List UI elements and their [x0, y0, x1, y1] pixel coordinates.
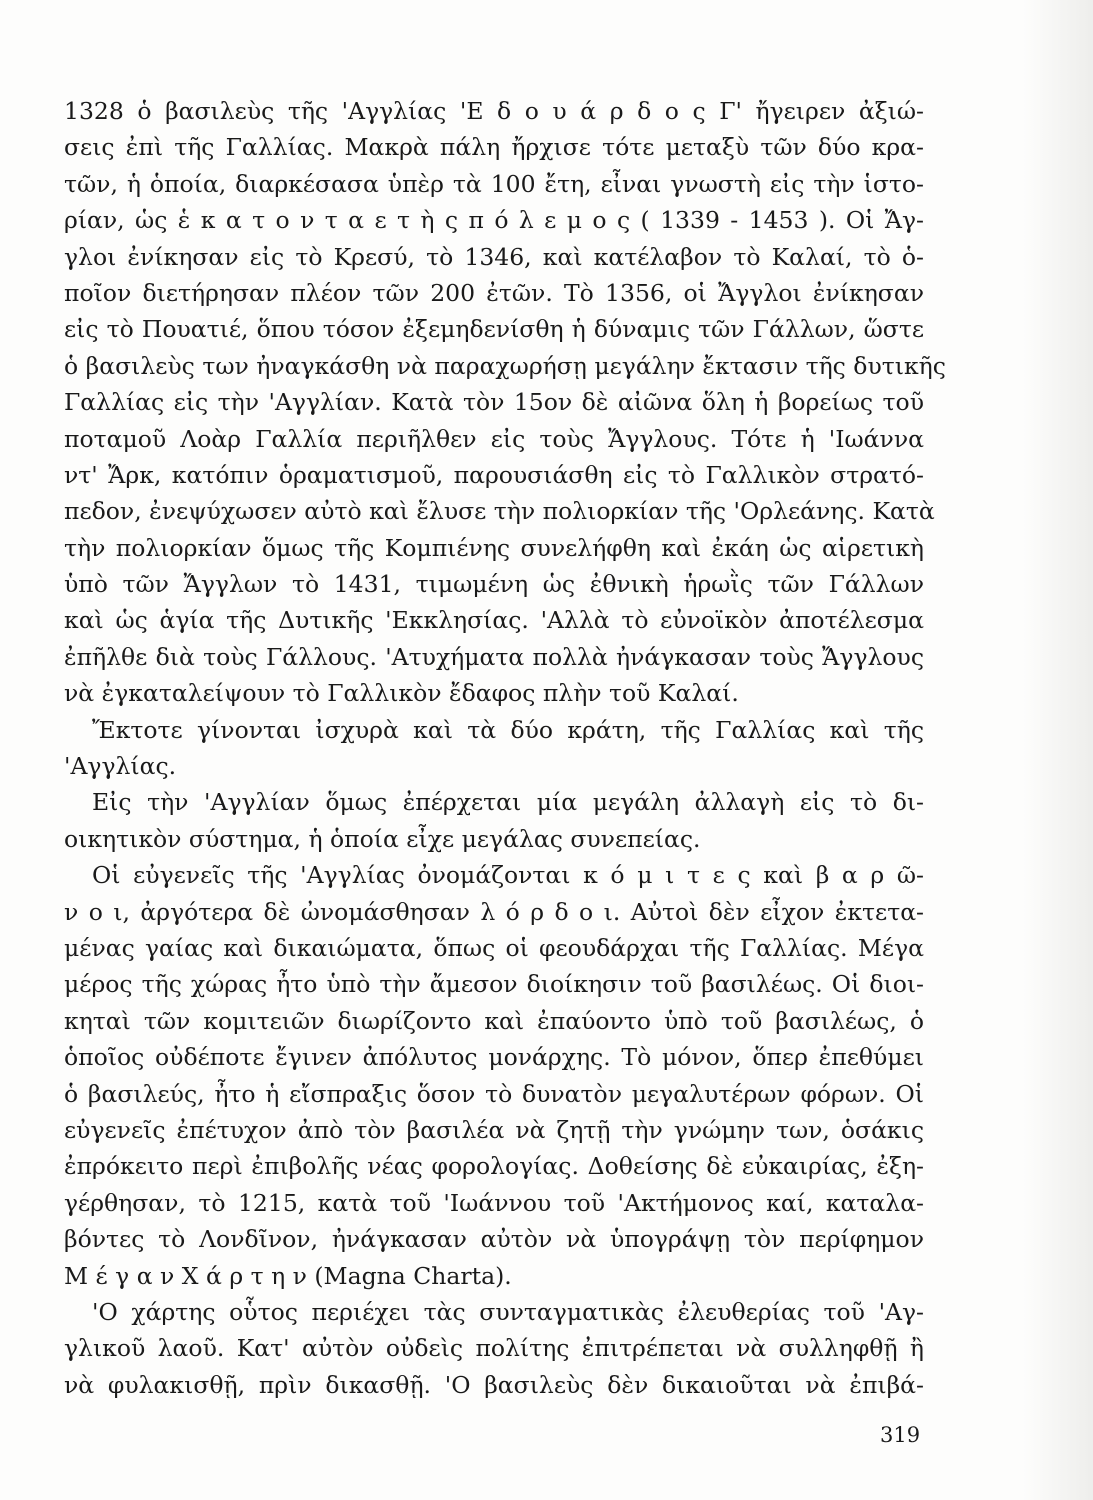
text-line: ποῖον διετήρησαν πλέον τῶν 200 ἐτῶν. Τὸ 1356, οἱ Ἄγγλοι ἐνίκησαν [64, 278, 924, 307]
text-line: κηταὶ τῶν κομιτειῶν διωρίζοντο καὶ ἐπαύοντο ὑπὸ τοῦ βασιλέως, ὁ [64, 1006, 924, 1035]
body-text [64, 93, 946, 1403]
text-line: καὶ ὡς ἁγία τῆς Δυτικῆς 'Εκκλησίας. 'Αλλὰ τὸ εὐνοϊκὸν ἀποτέλεσμα [64, 606, 924, 635]
text-line: γέρθησαν, τὸ 1215, κατὰ τοῦ 'Ιωάννου τοῦ 'Ακτήμονος καί, καταλα- [64, 1188, 924, 1217]
text-line: γλοι ἐνίκησαν εἰς τὸ Κρεσύ, τὸ 1346, καὶ κατέλαβον τὸ Καλαί, τὸ ὁ- [64, 242, 924, 271]
text-line: Γαλλίας εἰς τὴν 'Αγγλίαν. Κατὰ τὸν 15ον δὲ αἰῶνα ὅλη ἡ βορείως τοῦ [64, 388, 924, 417]
text-line: Εἰς τὴν 'Αγγλίαν ὅμως ἐπέρχεται μία μεγάλη ἀλλαγὴ εἰς τὸ δι- [92, 788, 924, 817]
text-line: Οἱ εὐγενεῖς τῆς 'Αγγλίας ὀνομάζονται κ ό μ ι τ ε ς καὶ β α ρ ῶ- [92, 861, 924, 890]
page-number: 319 [880, 1423, 921, 1447]
text-line: ν ο ι, ἀργότερα δὲ ὠνομάσθησαν λ ό ρ δ ο ι. Αὐτοὶ δὲν εἶχον ἐκτετα- [64, 897, 924, 926]
text-line: Ἔκτοτε γίνονται ἰσχυρὰ καὶ τὰ δύο κράτη, τῆς Γαλλίας καὶ τῆς [92, 715, 924, 744]
text-line: ὁποῖος οὐδέποτε ἔγινεν ἀπόλυτος μονάρχης. Τὸ μόνον, ὅπερ ἐπεθύμει [64, 1043, 924, 1072]
text-line: ὁ βασιλεύς, ἦτο ἡ εἴσπραξις ὅσον τὸ δυνατὸν μεγαλυτέρων φόρων. Οἱ [64, 1079, 924, 1108]
text-line: γλικοῦ λαοῦ. Κατ' αὐτὸν οὐδεὶς πολίτης ἐπιτρέπεται νὰ συλληφθῇ ἢ [64, 1334, 924, 1363]
text-line: ρίαν, ὡς ἑ κ α τ ο ν τ α ε τ ὴ ς π ό λ ε μ ο ς ( 1339 - 1453 ). Οἱ Ἄγ- [64, 206, 924, 235]
text-line: νὰ ἐγκαταλείψουν τὸ Γαλλικὸν ἔδαφος πλὴν τοῦ Καλαί. [64, 679, 739, 708]
text-line: 'Αγγλίας. [64, 752, 177, 781]
text-line: σεις ἐπὶ τῆς Γαλλίας. Μακρὰ πάλη ἤρχισε τότε μεταξὺ τῶν δύο κρα- [64, 133, 924, 162]
text-line: μένας γαίας καὶ δικαιώματα, ὅπως οἱ φεουδάρχαι τῆς Γαλλίας. Μέγα [64, 933, 924, 962]
text-line: πεδον, ἐνεψύχωσεν αὐτὸ καὶ ἔλυσε τὴν πολιορκίαν τῆς 'Ορλεάνης. Κατὰ [64, 497, 935, 526]
page-edge-shadow [1023, 0, 1093, 1500]
text-line: νὰ φυλακισθῇ, πρὶν δικασθῇ. 'Ο βασιλεὺς δὲν δικαιοῦται νὰ ἐπιβά- [64, 1370, 924, 1399]
text-line: ἐπρόκειτο περὶ ἐπιβολῆς νέας φορολογίας. Δοθείσης δὲ εὐκαιρίας, ἐξη- [64, 1152, 924, 1181]
text-line: εὐγενεῖς ἐπέτυχον ἀπὸ τὸν βασιλέα νὰ ζητῇ τὴν γνώμην των, ὁσάκις [64, 1115, 924, 1144]
text-line: ντ' Ἄρκ, κατόπιν ὁραματισμοῦ, παρουσιάσθη εἰς τὸ Γαλλικὸν στρατό- [64, 460, 924, 489]
text-line: ὁ βασιλεὺς των ἠναγκάσθη νὰ παραχωρήσῃ μεγάλην ἔκτασιν τῆς δυτικῆς [64, 351, 946, 380]
text-line: βόντες τὸ Λονδῖνον, ἠνάγκασαν αὐτὸν νὰ ὑπογράψῃ τὸν περίφημον [64, 1225, 924, 1254]
text-line: τὴν πολιορκίαν ὅμως τῆς Κομπιένης συνελήφθη καὶ ἐκάη ὡς αἱρετικὴ [64, 533, 924, 562]
text-line: τῶν, ἡ ὁποία, διαρκέσασα ὑπὲρ τὰ 100 ἔτη, εἶναι γνωστὴ εἰς τὴν ἱστο- [64, 169, 924, 198]
text-line: οικητικὸν σύστημα, ἡ ὁποία εἶχε μεγάλας συνεπείας. [64, 824, 701, 853]
text-line: μέρος τῆς χώρας ἦτο ὑπὸ τὴν ἄμεσον διοίκησιν τοῦ βασιλέως. Οἱ διοι- [64, 970, 924, 999]
text-line: ἐπῆλθε διὰ τοὺς Γάλλους. 'Ατυχήματα πολλὰ ἠνάγκασαν τοὺς Ἄγγλους [64, 642, 924, 671]
text-line: εἰς τὸ Πουατιέ, ὅπου τόσον ἐξεμηδενίσθη ἡ δύναμις τῶν Γάλλων, ὥστε [64, 315, 924, 344]
text-line: 'Ο χάρτης οὗτος περιέχει τὰς συνταγματικὰς ἐλευθερίας τοῦ 'Αγ- [92, 1297, 924, 1326]
text-line: ποταμοῦ Λοὰρ Γαλλία περιῆλθεν εἰς τοὺς Ἄγγλους. Τότε ἡ 'Ιωάννα [64, 424, 924, 453]
text-line: ὑπὸ τῶν Ἄγγλων τὸ 1431, τιμωμένη ὡς ἐθνικὴ ἡρωῒς τῶν Γάλλων [64, 570, 924, 599]
text-line: 1328 ὁ βασιλεὺς τῆς 'Αγγλίας 'Ε δ ο υ ά ρ δ ο ς Γ' ἤγειρεν ἀξιώ- [64, 97, 924, 125]
text-line: Μ έ γ α ν Χ ά ρ τ η ν (Magna Charta). [64, 1261, 512, 1290]
